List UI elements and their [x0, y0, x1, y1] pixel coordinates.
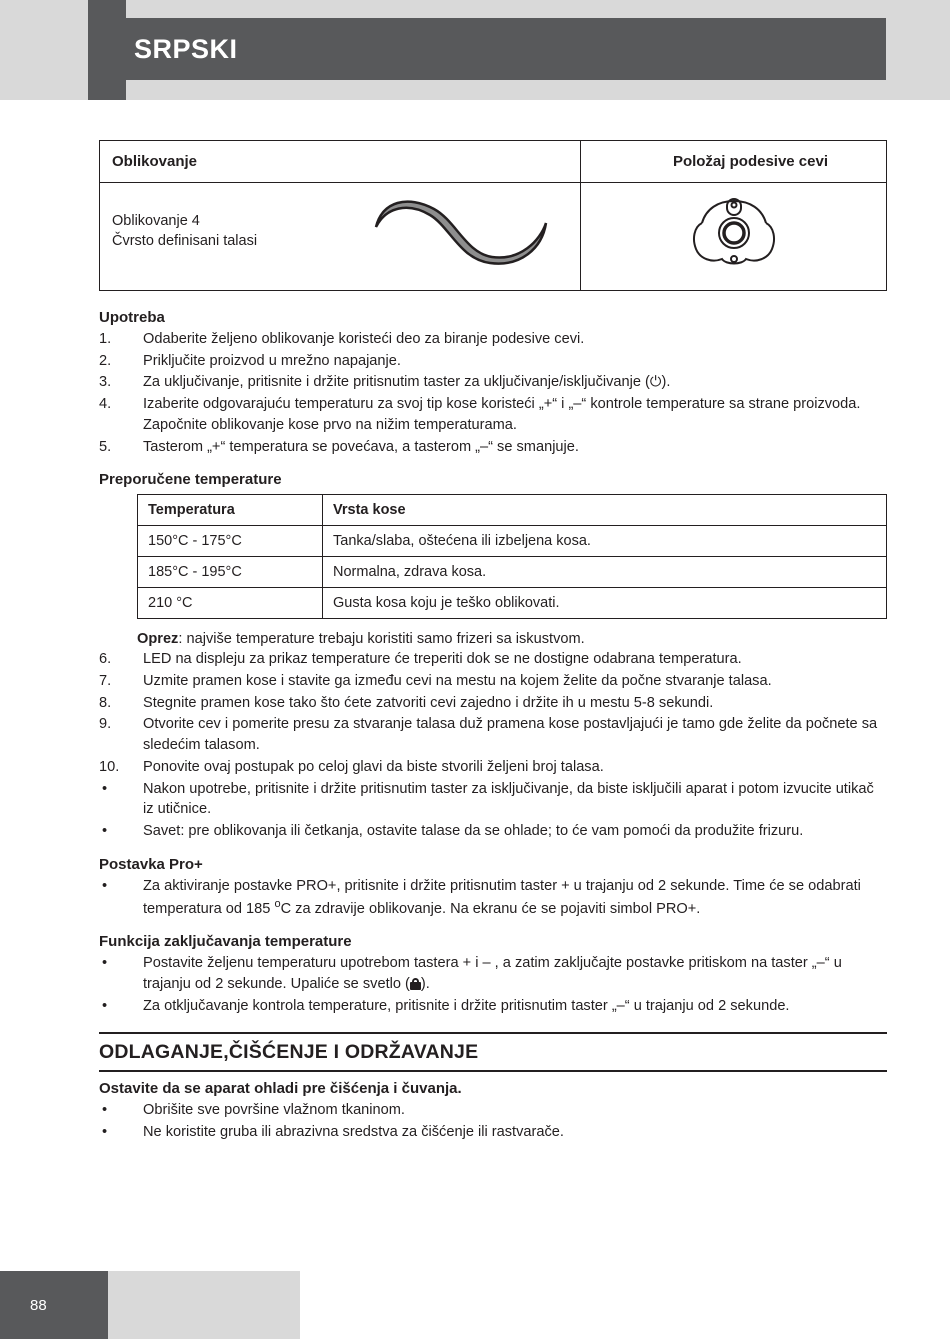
table-header-row — [138, 495, 887, 526]
list-item: • Postavite željenu temperaturu upotrebom tastera + i – , a zatim zaključajte postavke pritiskom na taster „–“ u trajanju od 2 sekunde. Upaliće se svetlo ( ). — [102, 955, 842, 992]
maintenance-subheading: Ostavite da se aparat ohladi pre čišćenja i čuvanja. — [99, 1080, 462, 1098]
styling-label-line1: Oblikovanje 4 — [112, 212, 200, 229]
table-header-row — [100, 141, 887, 183]
table-row: 210 °C Gusta kosa koju je teško oblikovati. — [138, 588, 887, 619]
caution-label: Oprez — [137, 631, 179, 648]
column-header-styling: Oblikovanje — [100, 141, 581, 183]
document-content — [99, 140, 887, 1144]
page-number: 88 — [30, 1296, 47, 1314]
recommended-temperatures-heading: Preporučene temperature — [99, 471, 282, 489]
styling-label — [112, 211, 257, 252]
page-number-box — [0, 1271, 108, 1339]
list-item: 7. Uzmite pramen kose i stavite ga između cevi na mestu na kojem želite da počne stvaranje talasa. — [99, 673, 772, 690]
list-item: • Ne koristite gruba ili abrazivna sredstva za čišćenje ili rastvarače. — [102, 1123, 564, 1140]
list-item: 2. Priključite proizvod u mrežno napajanje. — [99, 352, 401, 369]
list-item: 1. Odaberite željeno oblikovanje koristeći deo za biranje podesive cevi. — [99, 331, 585, 347]
list-item: • Za otključavanje kontrola temperature, pritisnite i držite pritisnutim taster „–“ u trajanju od 2 sekunde. — [102, 997, 790, 1014]
usage-list — [99, 329, 887, 457]
lock-icon — [410, 978, 421, 990]
page-title: SRPSKI — [134, 33, 238, 64]
table-row — [100, 183, 887, 291]
wave-shape-icon — [372, 193, 550, 269]
adjustable-tube-position-icon — [593, 193, 874, 273]
column-header-temperature: Temperatura — [138, 495, 323, 526]
list-item: 10. Ponovite ovaj postupak po celoj glavi da biste stvorili željeni broj talasa. — [99, 758, 604, 775]
styling-label-line2: Čvrsto definisani talasi — [112, 233, 258, 249]
language-header — [126, 18, 886, 80]
list-item: • Obrišite sve površine vlažnom tkaninom. — [102, 1102, 405, 1119]
pro-plus-text: Za aktiviranje postavke PRO+, pritisnite i držite pritisnutim taster + u trajanju od 2 sekunde. Time će se odabrati temperatura od 185 $^o$C za zdravije oblikovanje. Na ekranu će se pojaviti simbol PRO+. — [143, 877, 861, 917]
table-row: 185°C - 195°C Normalna, zdrava kosa. — [138, 557, 887, 588]
usage-continued-list — [99, 649, 887, 841]
styling-table — [99, 140, 887, 291]
list-item: • Za aktiviranje postavke PRO+, pritisnite i držite pritisnutim taster + u trajanju od 2 sekunde. Time će se odabrati temperatura od 185 $^o$C za zdravije oblikovanje. Na ekranu će se pojaviti simbol PRO+. — [99, 876, 887, 919]
table-row: 150°C - 175°C Tanka/slaba, oštećena ili izbeljena kosa. — [138, 526, 887, 557]
list-item: 8. Stegnite pramen kose tako što ćete zatvoriti cevi zajedno i držite ih u mestu 5-8 sekundi. — [99, 694, 714, 711]
caution-text: : najviše temperature trebaju koristiti samo frizeri sa iskustvom. — [178, 631, 585, 648]
list-item: 6. LED na displeju za prikaz temperature će treperiti dok se ne dostigne odabrana temperatura. — [99, 651, 742, 668]
list-item: • Savet: pre oblikovanja ili četkanja, ostavite talase da se ohlade; to će vam pomoći da produžite frizuru. — [102, 823, 804, 840]
caution-note — [137, 631, 887, 647]
temperature-lock-heading: Funkcija zaključavanja temperature — [99, 933, 352, 951]
list-item: 3. Za uključivanje, pritisnite i držite pritisnutim taster za uključivanje/isključivanje (⏻). — [99, 374, 671, 391]
header-left-accent — [88, 0, 126, 100]
column-header-hair-type: Vrsta kose — [323, 495, 887, 526]
usage-heading: Upotreba — [99, 309, 165, 326]
list-item: 5. Tasterom „+“ temperatura se povećava, a tasterom „–“ se smanjuje. — [99, 438, 579, 455]
column-header-tube-position: Položaj podesive cevi — [581, 141, 887, 183]
pro-plus-heading: Postavka Pro+ — [99, 855, 203, 873]
maintenance-section-heading: ODLAGANJE,ČIŠĆENJE I ODRŽAVANJE — [99, 1032, 887, 1072]
list-item: 4. Izaberite odgovarajuću temperaturu za svoj tip kose koristeći „+“ i „–“ kontrole temperature sa strane proizvoda. Započnite oblikovanje kose prvo na nižim temperaturama. — [99, 396, 861, 433]
temperature-table — [137, 494, 887, 619]
list-item: 9. Otvorite cev i pomerite presu za stvaranje talasa duž pramena kose postavljajući je tamo gde želite da počnete sa sledećim talasom. — [99, 716, 878, 754]
list-item: • Nakon upotrebe, pritisnite i držite pritisnutim taster za isključivanje, da biste isključili aparat i potom izvucite utikač iz utičnice. — [102, 780, 874, 818]
